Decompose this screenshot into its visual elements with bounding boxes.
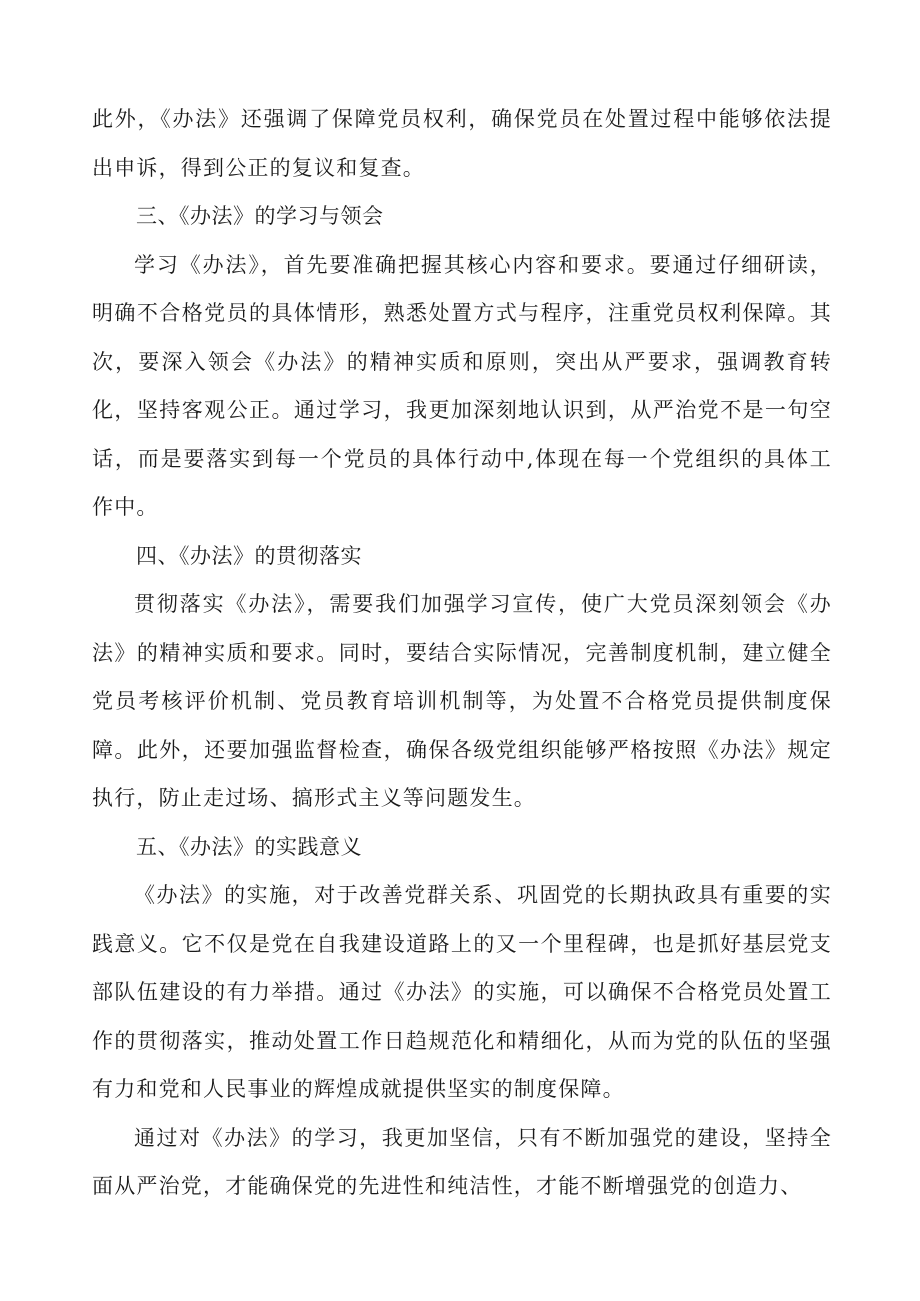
section-heading-4: 四、《办法》的贯彻落实 (136, 543, 362, 568)
paragraph-section-5: 《办法》的实施，对于改善党群关系、巩固党的长期执政具有重要的实践意义。它不仅是党在自我建设道路上的又一个里程碑，也是抓好基层党支部队伍建设的有力举措。通过《办法》的实施，可以确保不合格党员处置工作的贯彻落实，推动处置工作日趋规范化和精细化，从而为党的队伍的坚强有力和党和人民事业的辉煌成就提供坚实的制度保障。 (92, 883, 832, 1101)
section-heading-3: 三、《办法》的学习与领会 (136, 204, 384, 228)
paragraph-conclusion: 通过对《办法》的学习，我更加坚信，只有不断加强党的建设，坚持全面从严治党，才能确保党的先进性和纯洁性，才能不断增强党的创造力、 (92, 1125, 832, 1198)
paragraph-section-3: 学习《办法》，首先要准确把握其核心内容和要求。要通过仔细研读，明确不合格党员的具体情形，熟悉处置方式与程序，注重党员权利保障。其次，要深入领会《办法》的精神实质和原则，突出从严要求，强调教育转化，坚持客观公正。通过学习，我更加深刻地认识到，从严治党不是一句空话，而是要落实到每一个党员的具体行动中,体现在每一个党组织的具体工作中。 (92, 252, 832, 519)
paragraph-section-4: 贯彻落实《办法》，需要我们加强学习宣传，使广大党员深刻领会《办法》的精神实质和要求。同时，要结合实际情况，完善制度机制，建立健全党员考核评价机制、党员教育培训机制等，为处置不合格党员提供制度保障。此外，还要加强监督检查，确保各级党组织能够严格按照《办法》规定执行，防止走过场、搞形式主义等问题发生。 (92, 592, 832, 810)
paragraph-intro: 此外，《办法》还强调了保障党员权利，确保党员在处置过程中能够依法提出申诉，得到公正的复议和复查。 (92, 107, 832, 180)
section-heading-5: 五、《办法》的实践意义 (136, 834, 362, 859)
document-page (92, 95, 832, 1211)
